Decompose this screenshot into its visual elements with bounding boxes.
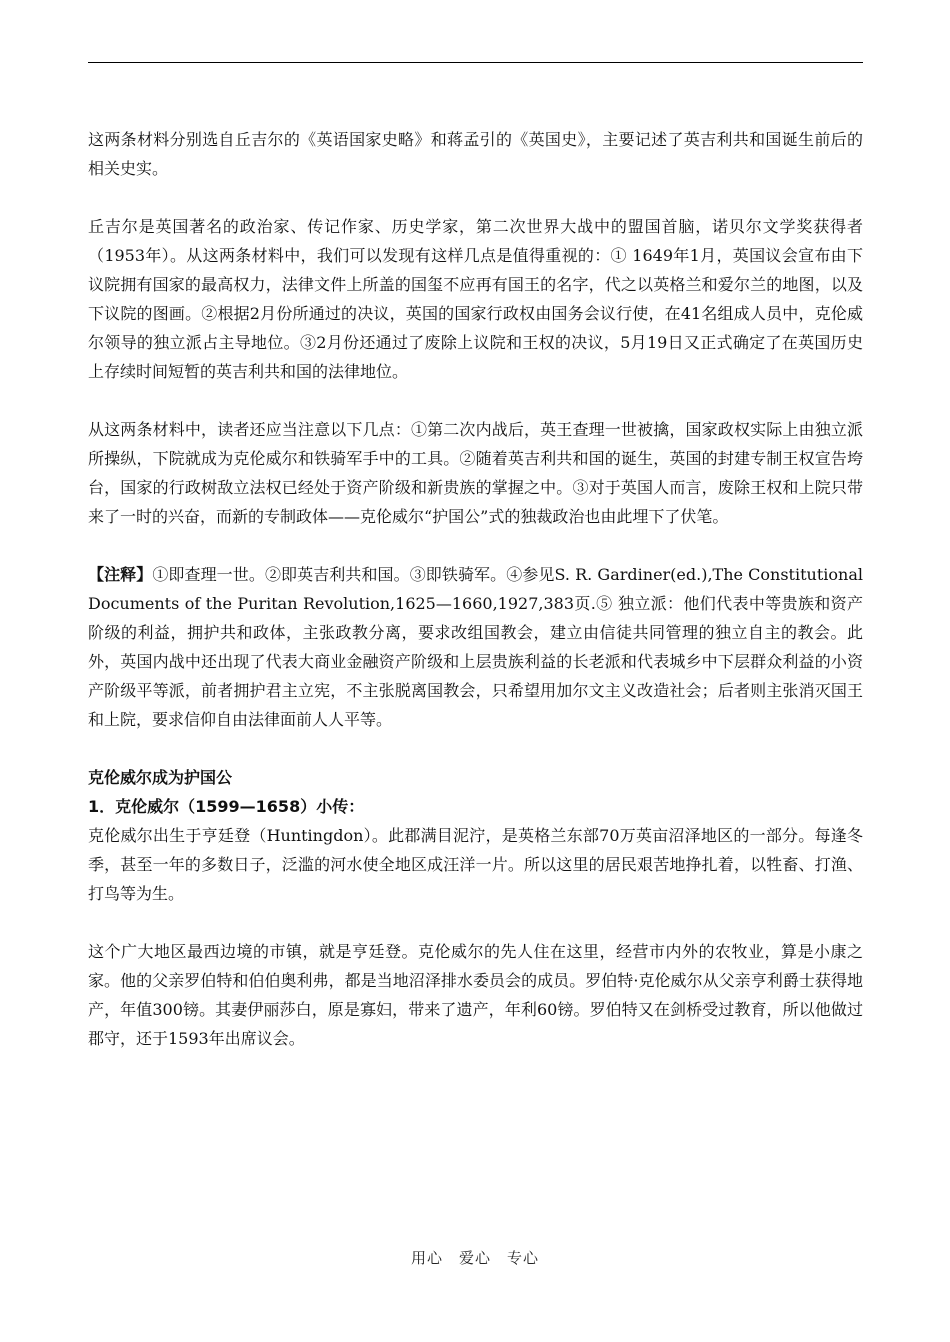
churchill-paragraph: 丘吉尔是英国著名的政治家、传记作家、历史学家，第二次世界大战中的盟国首脑，诺贝尔文学奖获得者（1953年）。从这两条材料中，我们可以发现有这样几点是值得重视的：① 1649年1月，英国议会宣布由下议院拥有国家的最高权力，法律文件上所盖的国玺不应再有国王的名字，代之以英格兰和爱尔兰的地图，以及下议院的图画。②根据2月份所通过的决议，英国的国家行政权由国务会议行使，在41名组成人员中，克伦威尔领导的独立派占主导地位。③2月份还通过了废除上议院和王权的决议，5月19日又正式确定了在英国历史上存续时间短暂的英吉利共和国的法律地位。	[88, 217, 863, 381]
header-rule	[88, 62, 863, 63]
bio-paragraph: 这个广大地区最西边境的市镇，就是亨廷登。克伦威尔的先人住在这里，经营市内外的农牧业，算是小康之家。他的父亲罗伯特和伯伯奥利弗，都是当地沼泽排水委员会的成员。罗伯特·克伦威尔从父亲亨利爵士获得地产，年值300镑。其妻伊丽莎白，原是寡妇，带来了遗产，年利60镑。罗伯特又在剑桥受过教育，所以他做过郡守，还于1593年出席议会。	[88, 942, 863, 1048]
page-footer: 用心 爱心 专心	[410, 1249, 539, 1267]
bio-subheading: 1．克伦威尔（1599—1658）小传：	[88, 797, 365, 816]
document-body	[88, 125, 863, 1082]
intro-paragraph: 这两条材料分别选自丘吉尔的《英语国家史略》和蒋孟引的《英国史》，主要记述了英吉利共和国诞生前后的相关史实。	[88, 130, 863, 178]
annotation-label: 【注释】	[88, 565, 153, 584]
bio-paragraph: 克伦威尔出生于亨廷登（Huntingdon）。此郡满目泥泞，是英格兰东部70万英亩沼泽地区的一部分。每逢冬季，甚至一年的多数日子，泛滥的河水使全地区成汪洋一片。所以这里的居民艰苦地挣扎着，以牲畜、打渔、打鸟等为生。	[88, 826, 863, 903]
annotation-paragraph	[88, 560, 863, 734]
notes-paragraph: 从这两条材料中，读者还应当注意以下几点：①第二次内战后，英王查理一世被擒，国家政权实际上由独立派所操纵，下院就成为克伦威尔和铁骑军手中的工具。②随着英吉利共和国的诞生，英国的封建专制王权宣告垮台，国家的行政树敌立法权已经处于资产阶级和新贵族的掌握之中。③对于英国人而言，废除王权和上院只带来了一时的兴奋，而新的专制政体——克伦威尔“护国公”式的独裁政治也由此埋下了伏笔。	[88, 420, 863, 526]
section-heading: 克伦威尔成为护国公	[88, 768, 233, 787]
annotation-text: ①即查理一世。②即英吉利共和国。③即铁骑军。④参见S. R. Gardiner(ed.),The Constitutional Documents of the Puritan Revolution,1625—1660,1927,383页.⑤ 独立派：他们代表中等贵族和资产阶级的利益，拥护共和政体，主张政教分离，要求改组国教会，建立由信徒共同管理的独立自主的教会。此外，英国内战中还出现了代表大商业金融资产阶级和上层贵族利益的长老派和代表城乡中下层群众利益的小资产阶级平等派，前者拥护君主立宪，不主张脱离国教会，只希望用加尔文主义改造社会；后者则主张消灭国王和上院，要求信仰自由法律面前人人平等。	[88, 565, 863, 729]
